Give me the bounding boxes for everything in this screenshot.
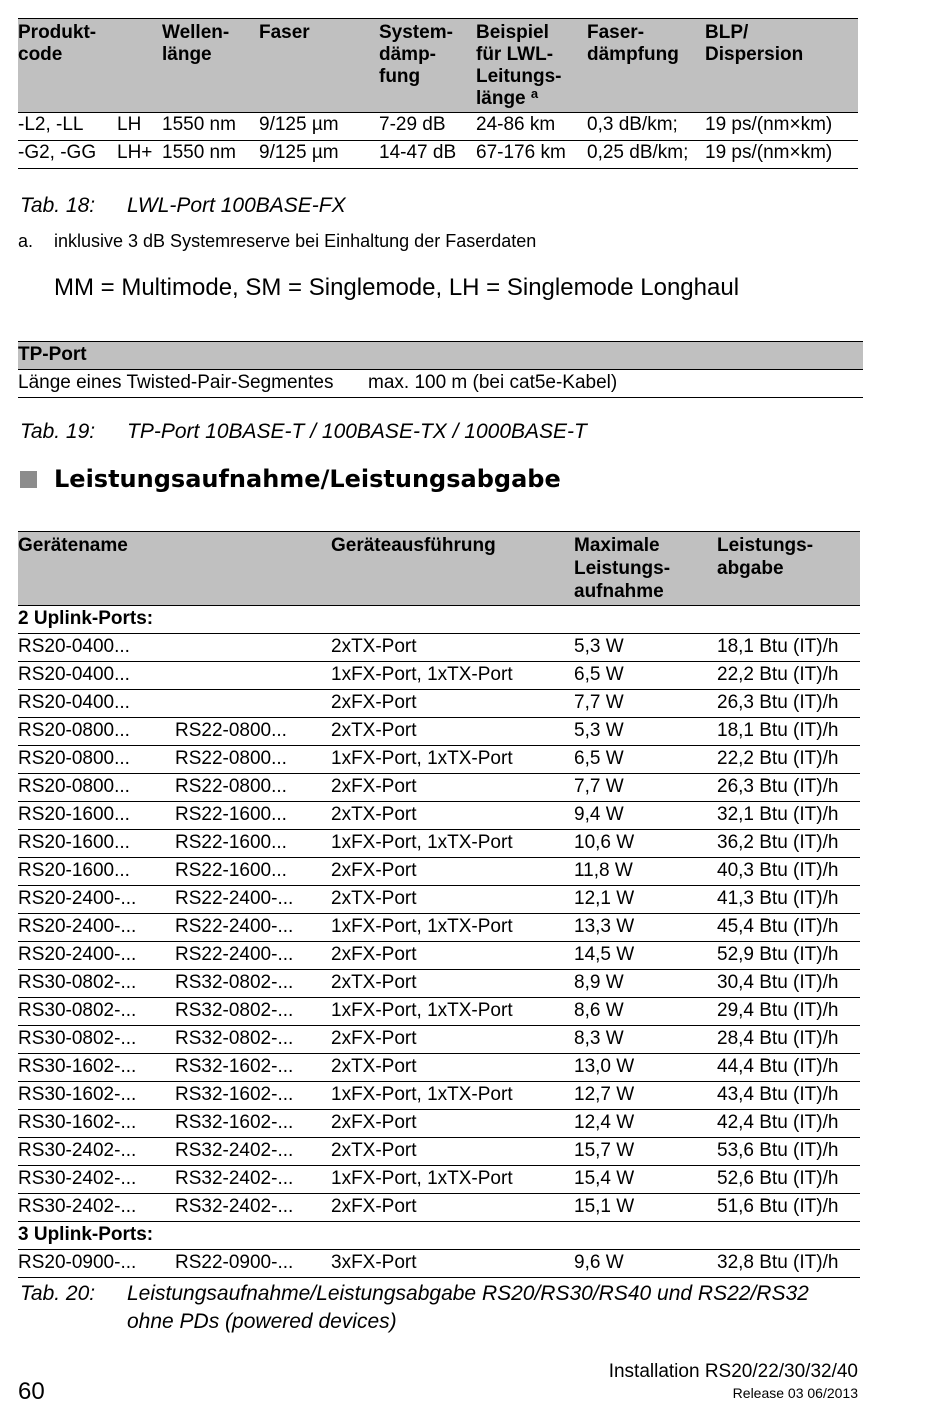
table-row <box>18 370 863 398</box>
table-cell: RS20-2400-... <box>18 942 175 970</box>
table-cell: 5,3 W <box>574 718 717 746</box>
table-cell: 43,4 Btu (IT)/h <box>717 1082 860 1110</box>
table-row <box>18 1054 860 1082</box>
table-row <box>18 858 860 886</box>
table-cell: RS30-0802-... <box>18 998 175 1026</box>
footer-release: Release 03 06/2013 <box>732 1385 858 1401</box>
table-cell: RS22-2400-... <box>175 914 331 942</box>
page-number: 60 <box>18 1378 45 1405</box>
table-cell: 32,1 Btu (IT)/h <box>717 802 860 830</box>
table-cell: 40,3 Btu (IT)/h <box>717 858 860 886</box>
table-cell <box>175 662 331 690</box>
table-cell: 32,8 Btu (IT)/h <box>717 1250 860 1278</box>
table-cell: 10,6 W <box>574 830 717 858</box>
table-row <box>18 1166 860 1194</box>
table-cell: RS30-1602-... <box>18 1054 175 1082</box>
table-cell: 44,4 Btu (IT)/h <box>717 1054 860 1082</box>
row-label: Länge eines Twisted-Pair-Segmentes <box>18 370 368 398</box>
table-cell: -L2, -LL <box>18 113 117 141</box>
table-cell: 2xFX-Port <box>331 858 574 886</box>
table-cell: 26,3 Btu (IT)/h <box>717 774 860 802</box>
table-cell: RS32-1602-... <box>175 1110 331 1138</box>
table-row <box>18 886 860 914</box>
table-cell: 9/125 µm <box>259 113 379 141</box>
table-cell: 2xTX-Port <box>331 634 574 662</box>
row-value: max. 100 m (bei cat5e-Kabel) <box>368 370 863 398</box>
table-cell: RS30-2402-... <box>18 1194 175 1222</box>
table-row <box>18 662 860 690</box>
table-row <box>18 1110 860 1138</box>
table-cell: 6,5 W <box>574 662 717 690</box>
table-cell: RS32-1602-... <box>175 1054 331 1082</box>
table-cell: 28,4 Btu (IT)/h <box>717 1026 860 1054</box>
table-cell: RS20-0900-... <box>18 1250 175 1278</box>
table-cell: RS30-0802-... <box>18 1026 175 1054</box>
table-cell: 0,25 dB/km; <box>587 141 705 169</box>
section-heading <box>20 462 720 496</box>
table-cell: 5,3 W <box>574 634 717 662</box>
table-cell: RS20-2400-... <box>18 914 175 942</box>
table-cell: 2xTX-Port <box>331 1054 574 1082</box>
table-cell: RS22-2400-... <box>175 886 331 914</box>
square-bullet-icon <box>20 471 37 488</box>
table-cell: 2xTX-Port <box>331 886 574 914</box>
table-cell: 42,4 Btu (IT)/h <box>717 1110 860 1138</box>
table-cell: 1xFX-Port, 1xTX-Port <box>331 830 574 858</box>
table-cell: 1xFX-Port, 1xTX-Port <box>331 914 574 942</box>
table-cell: RS32-0802-... <box>175 970 331 998</box>
table-cell: 2xTX-Port <box>331 1138 574 1166</box>
table-cell: 2xTX-Port <box>331 802 574 830</box>
mode-abbreviations-note: MM = Multimode, SM = Singlemode, LH = Singlemode Longhaul <box>54 274 740 301</box>
table-cell: RS20-0800... <box>18 718 175 746</box>
table-cell: 29,4 Btu (IT)/h <box>717 998 860 1026</box>
table-cell: RS30-1602-... <box>18 1110 175 1138</box>
header-fiber: Faser <box>259 19 379 113</box>
caption-number: Tab. 18: <box>20 194 96 217</box>
table-cell: 1xFX-Port, 1xTX-Port <box>331 998 574 1026</box>
table-cell: RS32-0802-... <box>175 998 331 1026</box>
header-example-length-text: Beispiel für LWL- Leitungs- länge <box>476 22 562 109</box>
header-wavelength: Wellen- länge <box>162 19 259 113</box>
table-cell: LH <box>117 113 162 141</box>
table-cell: 52,9 Btu (IT)/h <box>717 942 860 970</box>
caption-text: LWL-Port 100BASE-FX <box>127 194 346 217</box>
header-power-output: Leistungs- abgabe <box>717 532 860 606</box>
table-row <box>18 141 858 169</box>
table-cell: 52,6 Btu (IT)/h <box>717 1166 860 1194</box>
caption-number: Tab. 19: <box>20 420 96 443</box>
table-cell: 1550 nm <box>162 141 259 169</box>
table-cell: RS22-0800... <box>175 718 331 746</box>
table-cell: RS20-0400... <box>18 634 175 662</box>
table-cell: 2xFX-Port <box>331 942 574 970</box>
footnote-a <box>18 229 718 253</box>
table-cell: 41,3 Btu (IT)/h <box>717 886 860 914</box>
section-title: Leistungsaufnahme/Leistungsabgabe <box>54 465 561 493</box>
table-cell: RS32-2402-... <box>175 1166 331 1194</box>
caption-line-1: Leistungsaufnahme/Leistungsabgabe RS20/RS30/RS40 und RS22/RS32 <box>127 1282 809 1305</box>
caption-line-2: ohne PDs (powered devices) <box>127 1310 397 1333</box>
table-cell: 11,8 W <box>574 858 717 886</box>
table-row <box>18 1026 860 1054</box>
table-cell: 9,4 W <box>574 802 717 830</box>
header-fiber-attenuation: Faser- dämpfung <box>587 19 705 113</box>
table-cell: RS32-0802-... <box>175 1026 331 1054</box>
table-cell: 15,7 W <box>574 1138 717 1166</box>
table-row <box>18 970 860 998</box>
table-cell: 24-86 km <box>476 113 587 141</box>
header-device-name: Gerätename <box>18 532 331 606</box>
table-cell: RS30-0802-... <box>18 970 175 998</box>
footnote-text: inklusive 3 dB Systemreserve bei Einhaltung der Faserdaten <box>54 231 537 251</box>
table-cell: RS22-2400-... <box>175 942 331 970</box>
table-cell: 18,1 Btu (IT)/h <box>717 718 860 746</box>
table-cell <box>175 634 331 662</box>
table-cell: RS20-2400-... <box>18 886 175 914</box>
table-cell: 14-47 dB <box>379 141 476 169</box>
table-cell: 22,2 Btu (IT)/h <box>717 746 860 774</box>
table-cell: 2xTX-Port <box>331 718 574 746</box>
table-cell: 7,7 W <box>574 774 717 802</box>
table-row <box>18 690 860 718</box>
table-cell: RS20-0400... <box>18 662 175 690</box>
table-cell: RS22-1600... <box>175 858 331 886</box>
table-cell: 2xFX-Port <box>331 1026 574 1054</box>
table-row <box>18 1250 860 1278</box>
table-cell: 9,6 W <box>574 1250 717 1278</box>
table-row <box>18 634 860 662</box>
table-row <box>18 774 860 802</box>
table-row <box>18 1194 860 1222</box>
table-cell: RS22-0800... <box>175 774 331 802</box>
header-device-variant: Geräteausführung <box>331 532 574 606</box>
table-group-row <box>18 606 860 634</box>
table-cell: RS20-0800... <box>18 774 175 802</box>
table-cell: 26,3 Btu (IT)/h <box>717 690 860 718</box>
table-cell: 19 ps/(nm×km) <box>705 113 858 141</box>
header-blp-dispersion: BLP/ Dispersion <box>705 19 858 113</box>
table-cell: RS20-1600... <box>18 830 175 858</box>
table-19-caption <box>20 418 720 446</box>
table-cell: 30,4 Btu (IT)/h <box>717 970 860 998</box>
header-tp-port: TP-Port <box>18 342 863 370</box>
header-example-length <box>476 19 587 113</box>
table-cell: 15,4 W <box>574 1166 717 1194</box>
table-cell: 1xFX-Port, 1xTX-Port <box>331 1082 574 1110</box>
table-cell: RS20-0400... <box>18 690 175 718</box>
table-row <box>18 718 860 746</box>
table-cell: RS30-2402-... <box>18 1138 175 1166</box>
table-cell: 1xFX-Port, 1xTX-Port <box>331 662 574 690</box>
table-cell: 13,0 W <box>574 1054 717 1082</box>
table-cell: 19 ps/(nm×km) <box>705 141 858 169</box>
table-lwl-port-100base-fx <box>18 18 858 169</box>
table-cell: RS20-0800... <box>18 746 175 774</box>
table-cell: 51,6 Btu (IT)/h <box>717 1194 860 1222</box>
table-header-row <box>18 532 860 606</box>
table-cell: LH+ <box>117 141 162 169</box>
table-cell: -G2, -GG <box>18 141 117 169</box>
table-cell: 8,6 W <box>574 998 717 1026</box>
table-group-row <box>18 1222 860 1250</box>
table-cell: 3xFX-Port <box>331 1250 574 1278</box>
footer-doc-title: Installation RS20/22/30/32/40 <box>608 1361 858 1382</box>
table-cell <box>175 690 331 718</box>
table-row <box>18 942 860 970</box>
table-cell: 2xFX-Port <box>331 1110 574 1138</box>
table-cell: 12,1 W <box>574 886 717 914</box>
caption-number: Tab. 20: <box>20 1282 96 1305</box>
table-cell: 12,7 W <box>574 1082 717 1110</box>
table-cell: RS22-0800... <box>175 746 331 774</box>
table-cell: 12,4 W <box>574 1110 717 1138</box>
table-cell: RS22-1600... <box>175 802 331 830</box>
table-cell: 0,3 dB/km; <box>587 113 705 141</box>
header-system-attenuation: System- dämp- fung <box>379 19 476 113</box>
table-cell: 9/125 µm <box>259 141 379 169</box>
table-cell: 18,1 Btu (IT)/h <box>717 634 860 662</box>
table-cell: 53,6 Btu (IT)/h <box>717 1138 860 1166</box>
table-cell: RS30-2402-... <box>18 1166 175 1194</box>
table-cell: 2xFX-Port <box>331 690 574 718</box>
table-row <box>18 914 860 942</box>
table-cell: RS32-2402-... <box>175 1194 331 1222</box>
header-product-code: Produkt- code <box>18 19 162 113</box>
table-cell: 45,4 Btu (IT)/h <box>717 914 860 942</box>
table-cell: 8,3 W <box>574 1026 717 1054</box>
table-cell: 1550 nm <box>162 113 259 141</box>
group-label: 2 Uplink-Ports: <box>18 606 860 634</box>
footnote-marker: a <box>530 86 539 101</box>
table-cell: RS22-0900-... <box>175 1250 331 1278</box>
footnote-letter: a. <box>18 231 34 251</box>
table-cell: 1xFX-Port, 1xTX-Port <box>331 746 574 774</box>
table-row <box>18 1082 860 1110</box>
group-label: 3 Uplink-Ports: <box>18 1222 860 1250</box>
table-20-caption <box>20 1280 880 1336</box>
table-cell: 67-176 km <box>476 141 587 169</box>
table-cell: 13,3 W <box>574 914 717 942</box>
caption-text: TP-Port 10BASE-T / 100BASE-TX / 1000BASE-T <box>127 420 587 443</box>
table-header-row <box>18 342 863 370</box>
table-row <box>18 802 860 830</box>
table-cell: 2xFX-Port <box>331 1194 574 1222</box>
table-cell: 36,2 Btu (IT)/h <box>717 830 860 858</box>
table-cell: 2xFX-Port <box>331 774 574 802</box>
table-cell: RS32-2402-... <box>175 1138 331 1166</box>
table-18-caption <box>20 192 620 220</box>
table-cell: 8,9 W <box>574 970 717 998</box>
table-row <box>18 998 860 1026</box>
table-cell: 14,5 W <box>574 942 717 970</box>
table-cell: 7-29 dB <box>379 113 476 141</box>
table-row <box>18 746 860 774</box>
table-cell: 22,2 Btu (IT)/h <box>717 662 860 690</box>
table-cell: RS30-1602-... <box>18 1082 175 1110</box>
table-cell: RS20-1600... <box>18 858 175 886</box>
table-cell: 15,1 W <box>574 1194 717 1222</box>
table-cell: 2xTX-Port <box>331 970 574 998</box>
table-cell: 1xFX-Port, 1xTX-Port <box>331 1166 574 1194</box>
table-cell: RS32-1602-... <box>175 1082 331 1110</box>
table-cell: 6,5 W <box>574 746 717 774</box>
table-cell: 7,7 W <box>574 690 717 718</box>
table-row <box>18 830 860 858</box>
table-row <box>18 1138 860 1166</box>
header-max-power: Maximale Leistungs- aufnahme <box>574 532 717 606</box>
table-header-row <box>18 19 858 113</box>
table-power-consumption <box>18 531 860 1278</box>
table-row <box>18 113 858 141</box>
table-tp-port <box>18 341 863 398</box>
table-cell: RS22-1600... <box>175 830 331 858</box>
table-cell: RS20-1600... <box>18 802 175 830</box>
